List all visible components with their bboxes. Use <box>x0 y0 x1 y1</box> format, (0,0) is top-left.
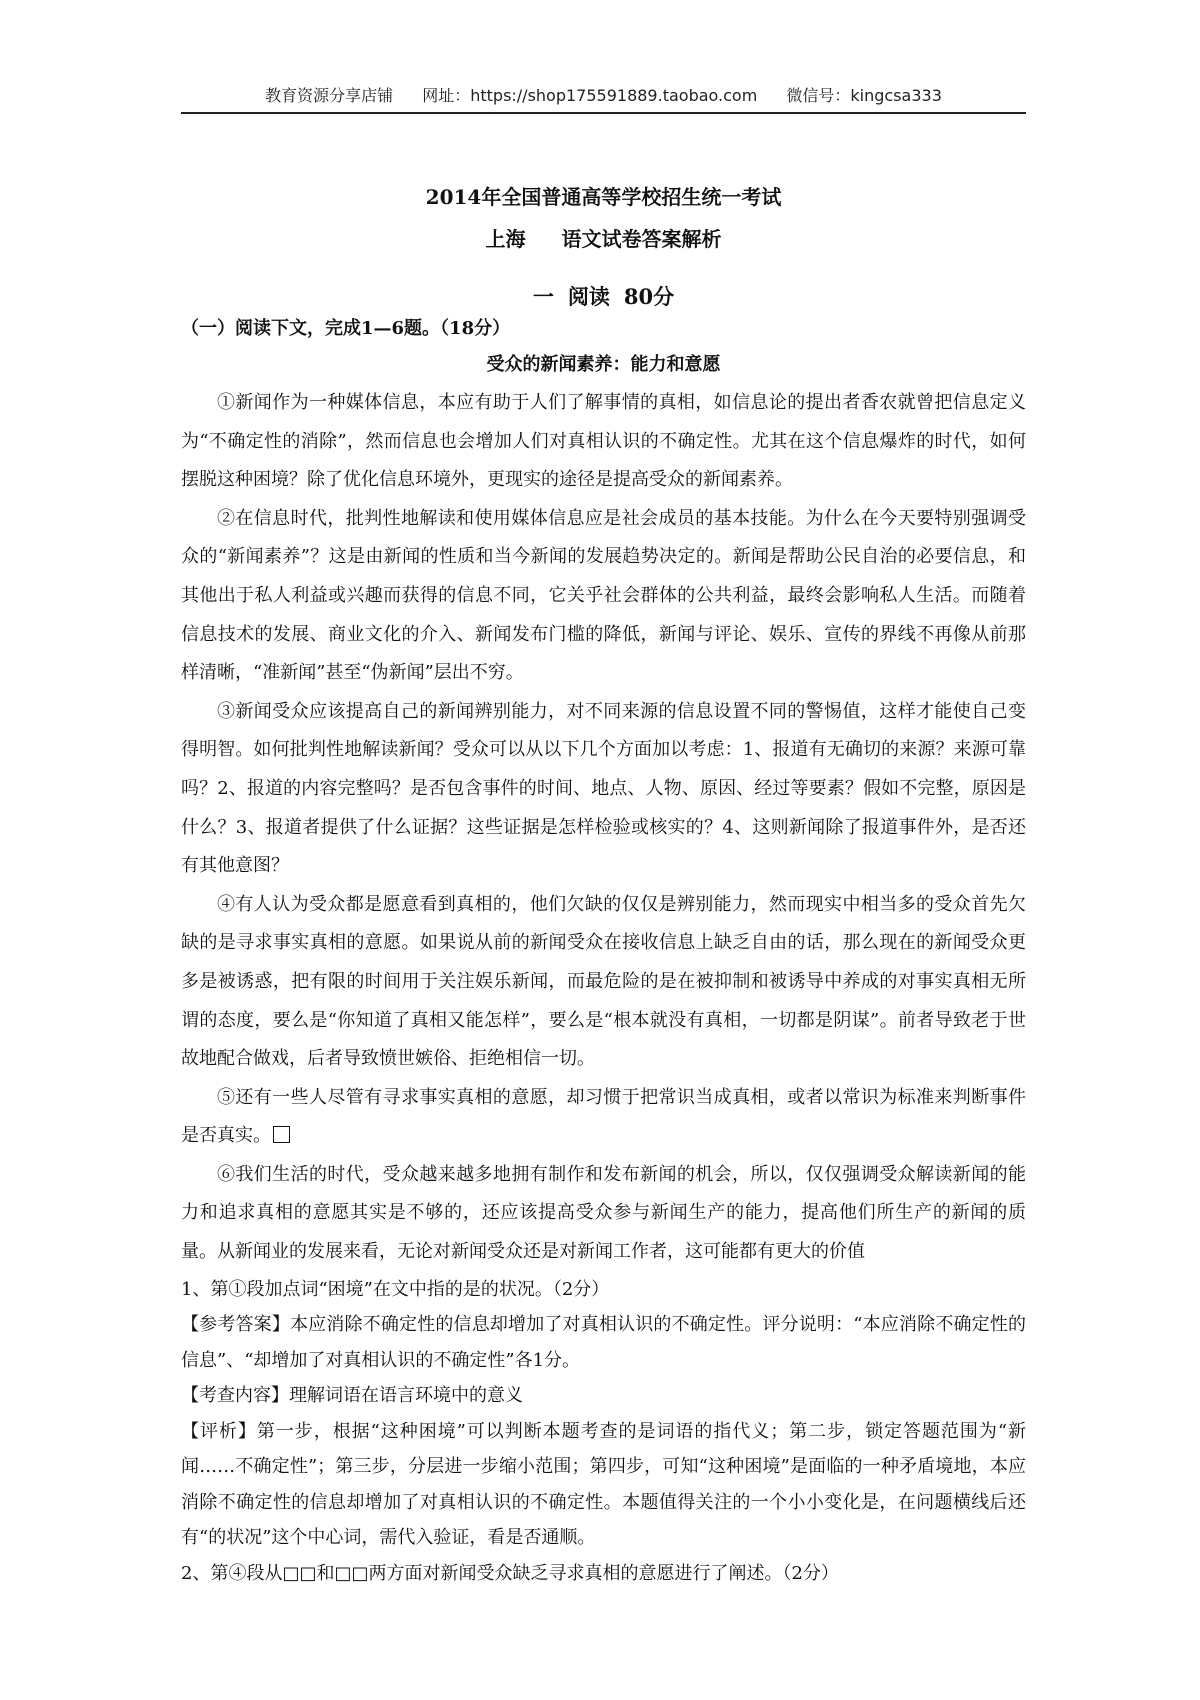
paragraph-1: ①新闻作为一种媒体信息，本应有助于人们了解事情的真相，如信息论的提出者香农就曾把信息定义为“不确定性的消除”，然而信息也会增加人们对真相认识的不确定性。尤其在这个信息爆炸的时代，如何摆脱这种困境？除了优化信息环境外，更现实的途径是提高受众的新闻素养。 <box>181 392 1026 491</box>
blank-box-icon <box>273 1126 290 1143</box>
question-1-answer: 【参考答案】本应消除不确定性的信息却增加了对真相认识的不确定性。评分说明：“本应消除不确定性的信息”、“却增加了对真相认识的不确定性”各1分。 <box>181 1314 1026 1371</box>
question-1-analysis: 【评析】第一步，根据“这种困境”可以判断本题考查的是词语的指代义；第二步，锁定答题范围为“新闻……不确定性”；第三步，分层进一步缩小范围；第四步，可知“这种困境”是面临的一种矛盾境地，本应消除不确定性的信息却增加了对真相认识的不确定性。本题值得关注的一个小小变化是，在问题横线后还有“的状况”这个中心词，需代入验证，看是否通顺。 <box>181 1420 1026 1549</box>
exam-titles <box>181 180 1026 314</box>
exam-subtitle <box>181 222 1026 256</box>
question-2: 2、第④段从□□和□□两方面对新闻受众缺乏寻求真相的意愿进行了阐述。（2分） <box>181 1562 839 1584</box>
header-shop-name: 教育资源分享店铺 <box>265 86 394 105</box>
article-title: 受众的新闻素养：能力和意愿 <box>486 354 721 375</box>
header-website: 网址：https://shop175591889.taobao.com <box>422 86 758 105</box>
header-wechat: 微信号：kingcsa333 <box>786 86 942 105</box>
part-name: 阅读 <box>567 284 610 309</box>
document-body <box>181 314 1026 1591</box>
section-heading: （一）阅读下文，完成1—6题。（18分） <box>181 318 511 339</box>
paragraph-5 <box>181 1079 1026 1156</box>
question-1-content: 【考查内容】理解词语在语言环境中的意义 <box>181 1385 523 1407</box>
question-1: 1、第①段加点词“困境”在文中指的是的状况。（2分） <box>181 1278 610 1300</box>
paragraph-6: ⑥我们生活的时代，受众越来越多地拥有制作和发布新闻的机会，所以，仅仅强调受众解读新闻的能力和追求真相的意愿其实是不够的，还应该提高受众参与新闻生产的能力，提高他们所生产的新闻的质量。从新闻业的发展来看，无论对新闻受众还是对新闻工作者，这可能都有更大的价值 <box>181 1163 1026 1263</box>
paragraph-3: ③新闻受众应该提高自己的新闻辨别能力，对不同来源的信息设置不同的警惕值，这样才能使自己变得明智。如何批判性地解读新闻？受众可以从以下几个方面加以考虑：1、报道有无确切的来源？来源可靠吗？2、报道的内容完整吗？是否包含事件的时间、地点、人物、原因、经过等要素？假如不完整，原因是什么？3、报道者提供了什么证据？这些证据是怎样检验或核实的？4、这则新闻除了报道事件外，是否还有其他意图？ <box>181 700 1026 877</box>
page-header <box>181 84 1026 114</box>
exam-title: 2014年全国普通高等学校招生统一考试 <box>425 185 782 209</box>
paragraph-5-text: ⑤还有一些人尽管有寻求事实真相的意愿，却习惯于把常识当成真相，或者以常识为标准来判断事件是否真实。 <box>181 1086 1026 1147</box>
part-score: 80分 <box>623 284 675 309</box>
exam-region: 上海 <box>485 227 526 251</box>
paragraph-4: ④有人认为受众都是愿意看到真相的，他们欠缺的仅仅是辨别能力，然而现实中相当多的受众首先欠缺的是寻求事实真相的意愿。如果说从前的新闻受众在接收信息上缺乏自由的话，那么现在的新闻受众更多是被诱惑，把有限的时间用于关注娱乐新闻，而最危险的是在被抑制和被诱导中养成的对事实真相无所谓的态度，要么是“你知道了真相又能怎样”，要么是“根本就没有真相，一切都是阴谋”。前者导致老于世故地配合做戏，后者导致愤世嫉俗、拒绝相信一切。 <box>181 893 1026 1070</box>
exam-subject: 语文试卷答案解析 <box>561 227 722 251</box>
part-heading <box>181 280 1026 314</box>
part-number: 一 <box>532 284 554 309</box>
paragraph-2: ②在信息时代，批判性地解读和使用媒体信息应是社会成员的基本技能。为什么在今天要特别强调受众的“新闻素养”？这是由新闻的性质和当今新闻的发展趋势决定的。新闻是帮助公民自治的必要信息，和其他出于私人利益或兴趣而获得的信息不同，它关乎社会群体的公共利益，最终会影响私人生活。而随着信息技术的发展、商业文化的介入、新闻发布门槛的降低，新闻与评论、娱乐、宣传的界线不再像从前那样清晰，“准新闻”甚至“伪新闻”层出不穷。 <box>181 507 1026 684</box>
